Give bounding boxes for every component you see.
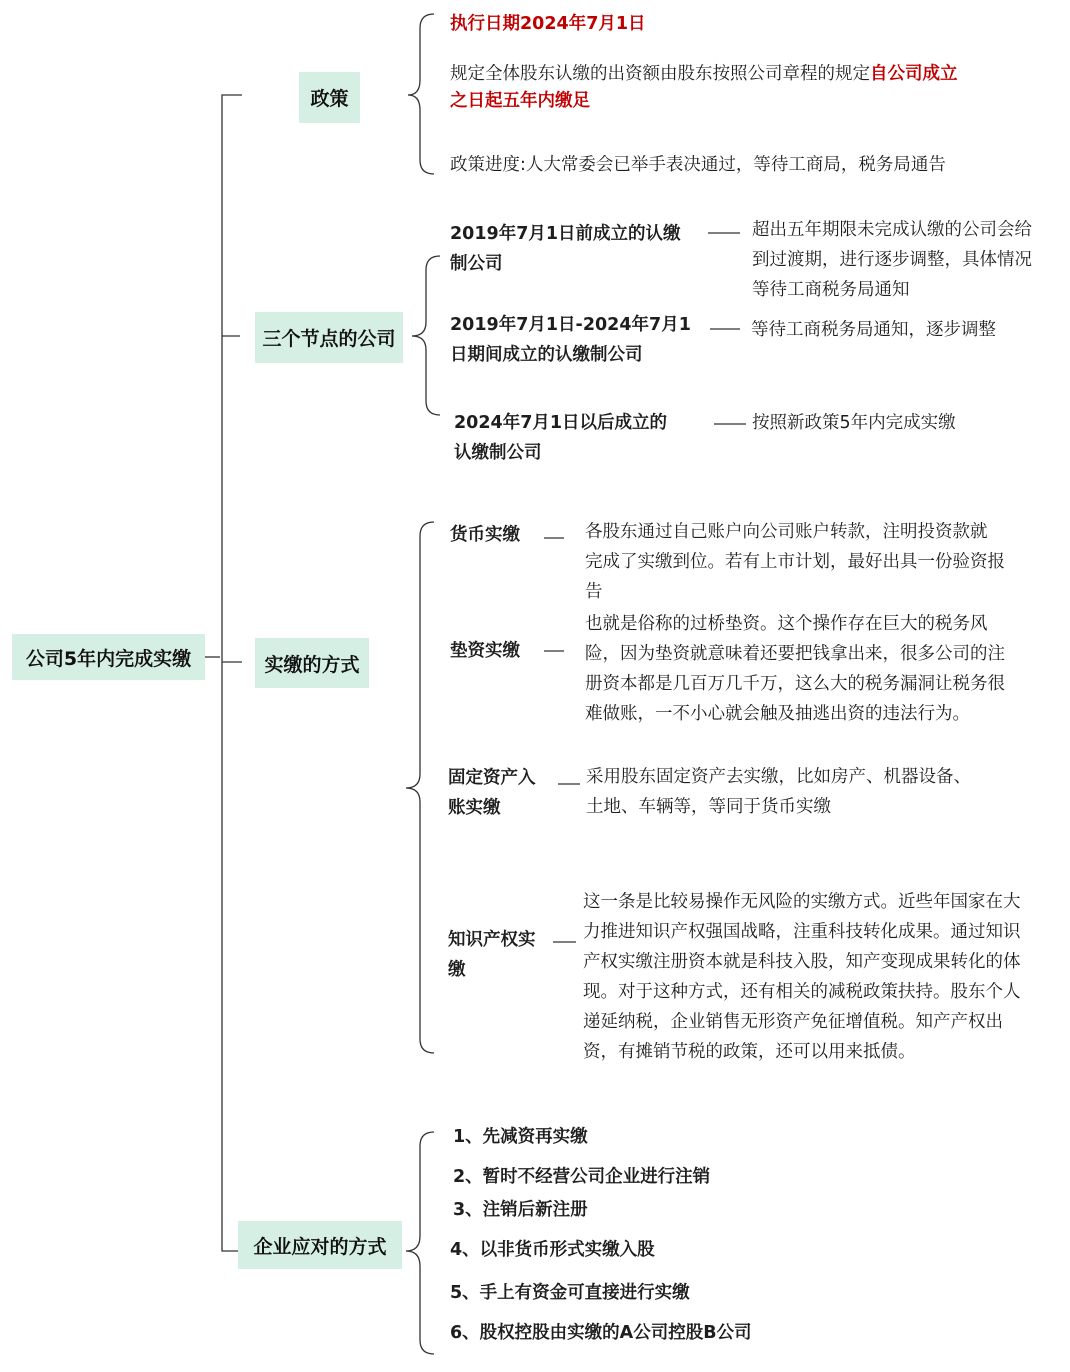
- method-desc-2-line-1: 也就是俗称的过桥垫资。这个操作存在巨大的税务风: [585, 614, 988, 634]
- policy-rule-highlight: 自公司成立: [870, 64, 958, 84]
- policy-rule-highlight-2: 之日起五年内缴足: [450, 91, 590, 111]
- node-title-1-line-1: 2019年7月1日前成立的认缴: [450, 224, 681, 244]
- branch-methods: [255, 638, 369, 688]
- response-item-3: 3、注销后新注册: [453, 1200, 588, 1220]
- method-desc-1-line-2: 完成了实缴到位。若有上市计划，最好出具一份验资报: [585, 552, 1005, 572]
- method-desc-4-line-4: 现。对于这种方式，还有相关的减税政策扶持。股东个人: [583, 982, 1021, 1002]
- branch-responses: [238, 1221, 402, 1269]
- branch-policy-label: 政策: [310, 88, 349, 110]
- method-title-3: [448, 763, 536, 823]
- node-title-2-line-2: 日期间成立的认缴制公司: [450, 345, 643, 365]
- method-desc-2-line-3: 册资本都是几百万几千万，这么大的税务漏洞让税务很: [585, 674, 1005, 694]
- policy-rule-text: 规定全体股东认缴的出资额由股东按照公司章程的规定: [450, 64, 870, 84]
- method-title-1: 货币实缴: [450, 525, 520, 545]
- branch-methods-label: 实缴的方式: [264, 653, 360, 676]
- policy-date: 执行日期2024年7月1日: [450, 14, 646, 34]
- node-title-2-line-1: 2019年7月1日-2024年7月1: [450, 315, 691, 335]
- response-item-4: 4、以非货币形式实缴入股: [450, 1240, 655, 1260]
- branch-policy: [299, 72, 360, 123]
- method-title-4-line-1: 知识产权实: [448, 930, 536, 950]
- method-desc-4: [583, 887, 1021, 1067]
- node-title-1-line-2: 制公司: [450, 254, 503, 274]
- node-title-3-line-1: 2024年7月1日以后成立的: [454, 413, 668, 433]
- method-title-4-line-2: 缴: [448, 960, 466, 980]
- branch-nodes: [255, 312, 403, 363]
- policy-rule: [450, 61, 1030, 115]
- method-desc-4-line-6: 资，有摊销节税的政策，还可以用来抵债。: [583, 1042, 916, 1062]
- response-item-2: 2、暂时不经营公司企业进行注销: [453, 1167, 711, 1187]
- method-title-3-line-2: 账实缴: [448, 798, 501, 818]
- node-desc-1: [752, 215, 1032, 305]
- method-desc-4-line-5: 递延纳税，企业销售无形资产免征增值税。知产产权出: [583, 1012, 1003, 1032]
- method-desc-3-line-2: 土地、车辆等，等同于货币实缴: [586, 797, 831, 817]
- node-title-3-line-2: 认缴制公司: [454, 443, 542, 463]
- node-title-2: [450, 310, 691, 370]
- method-desc-3: [586, 762, 971, 822]
- method-desc-1: [585, 517, 1005, 607]
- branch-responses-label: 企业应对的方式: [253, 1235, 387, 1258]
- method-title-4: [448, 925, 536, 985]
- method-desc-1-line-3: 告: [585, 582, 603, 602]
- node-desc-3: 按照新政策5年内完成实缴: [752, 413, 956, 433]
- method-title-2: 垫资实缴: [450, 641, 520, 661]
- method-desc-2: [585, 609, 1005, 729]
- node-title-3: [454, 408, 667, 468]
- response-item-1: 1、先减资再实缴: [453, 1127, 588, 1147]
- response-item-5: 5、手上有资金可直接进行实缴: [450, 1283, 690, 1303]
- node-desc-1-line-1: 超出五年期限未完成认缴的公司会给: [752, 220, 1032, 240]
- method-desc-4-line-1: 这一条是比较易操作无风险的实缴方式。近些年国家在大: [583, 892, 1021, 912]
- method-desc-2-line-2: 险，因为垫资就意味着还要把钱拿出来，很多公司的注: [585, 644, 1005, 664]
- node-desc-1-line-3: 等待工商税务局通知: [752, 280, 910, 300]
- root-label: 公司5年内完成实缴: [25, 647, 192, 670]
- node-desc-2: 等待工商税务局通知，逐步调整: [751, 320, 996, 340]
- root-node: [12, 634, 205, 680]
- policy-progress: 政策进度:人大常委会已举手表决通过，等待工商局，税务局通告: [450, 155, 946, 175]
- method-title-3-line-1: 固定资产入: [448, 768, 536, 788]
- method-desc-2-line-4: 难做账，一不小心就会触及抽逃出资的违法行为。: [585, 704, 970, 724]
- method-desc-1-line-1: 各股东通过自己账户向公司账户转款，注明投资款就: [585, 522, 988, 542]
- method-desc-4-line-3: 产权实缴注册资本就是科技入股，知产变现成果转化的体: [583, 952, 1021, 972]
- branch-nodes-label: 三个节点的公司: [262, 328, 396, 350]
- response-item-6: 6、股权控股由实缴的A公司控股B公司: [450, 1323, 752, 1343]
- method-desc-4-line-2: 力推进知识产权强国战略，注重科技转化成果。通过知识: [583, 922, 1021, 942]
- node-title-1: [450, 219, 681, 279]
- method-desc-3-line-1: 采用股东固定资产去实缴，比如房产、机器设备、: [586, 767, 971, 787]
- node-desc-1-line-2: 到过渡期，进行逐步调整，具体情况: [752, 250, 1032, 270]
